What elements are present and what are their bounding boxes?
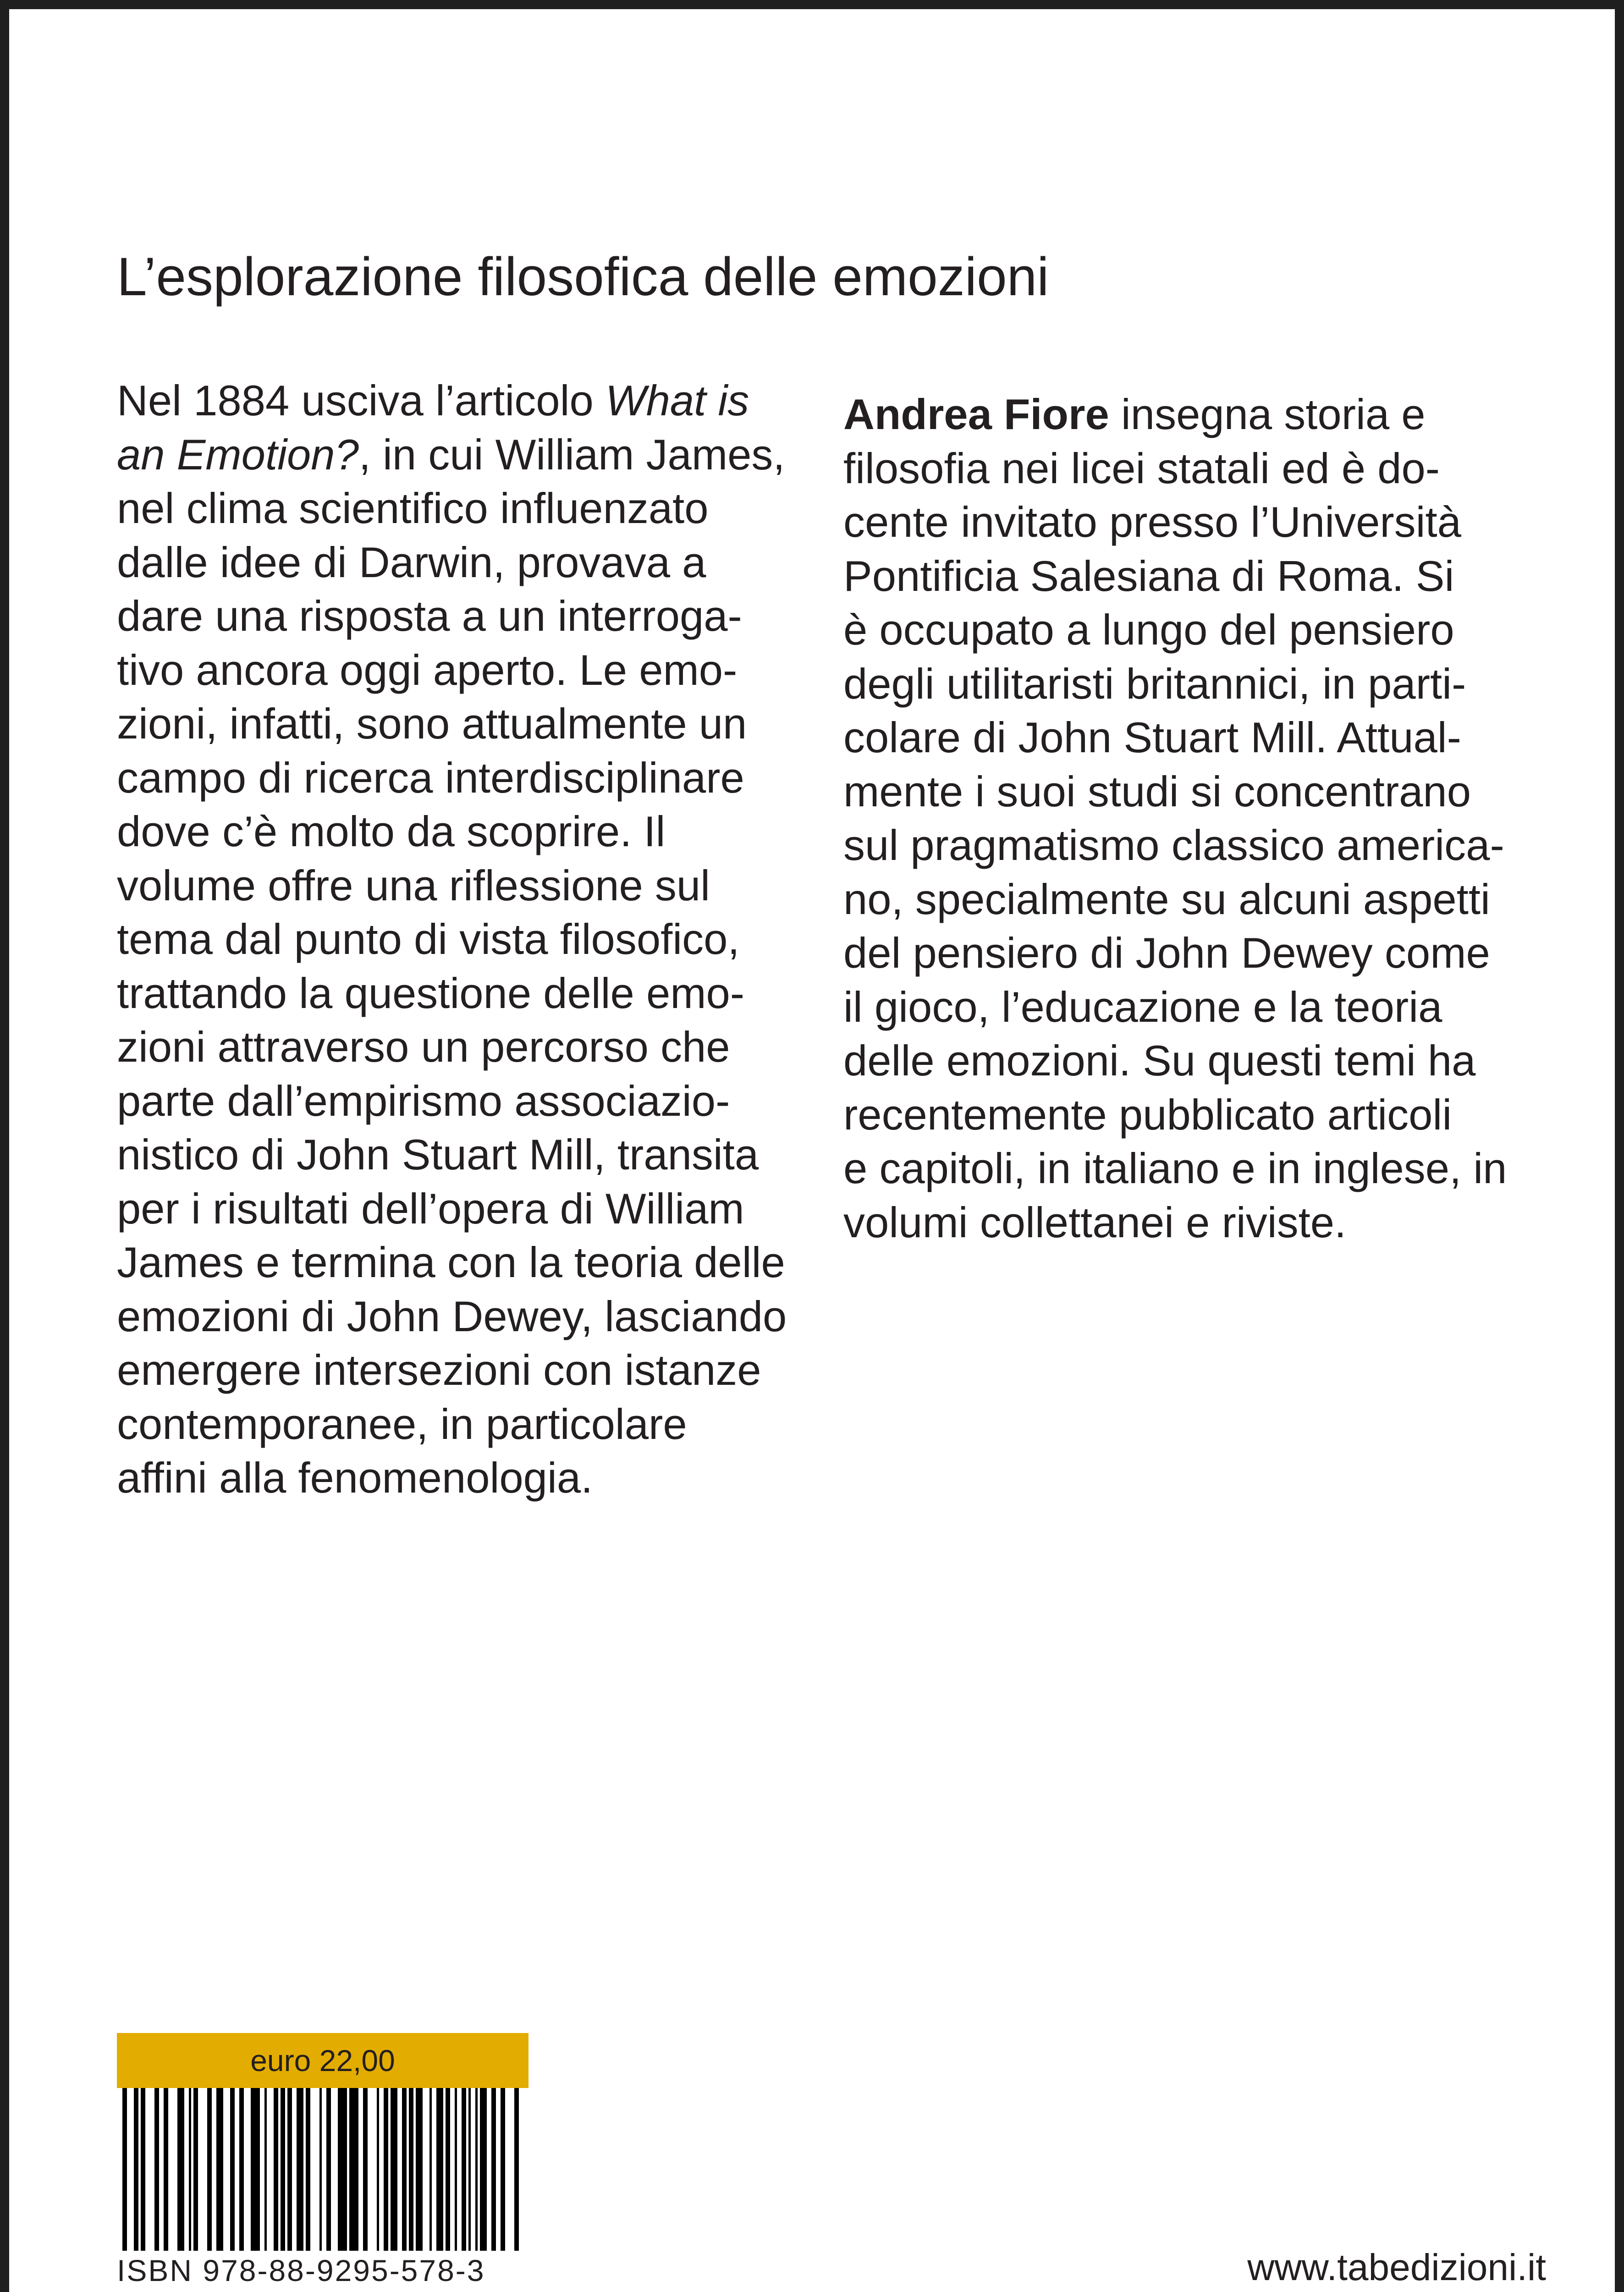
text-segment: degli utilitaristi britannici, in parti- <box>843 659 1466 708</box>
text-segment: tema dal punto di vista filosofico, <box>117 915 740 963</box>
barcode-bar <box>189 2088 191 2251</box>
barcode-bar <box>216 2088 223 2251</box>
text-segment: parte dall’empirismo associazio- <box>117 1076 730 1125</box>
description-line <box>117 643 814 697</box>
text-segment: , in cui William James, <box>358 430 785 479</box>
description-line <box>117 966 814 1020</box>
text-segment: an Emotion? <box>117 430 359 479</box>
text-segment: zioni attraverso un percorso che <box>117 1023 730 1071</box>
text-segment: nistico di John Stuart Mill, transita <box>117 1130 759 1179</box>
description-line <box>117 374 814 428</box>
publisher-website: www.tabedizioni.it <box>1247 2247 1546 2288</box>
barcode-bar <box>416 2088 423 2251</box>
bio-line <box>843 495 1531 549</box>
text-segment: mente i suoi studi si concentrano <box>843 767 1471 815</box>
barcode-bar <box>436 2088 443 2251</box>
barcode-bar <box>455 2088 457 2251</box>
text-segment: nel clima scientifico influenzato <box>117 484 709 532</box>
barcode-bar <box>297 2088 303 2251</box>
barcode-bar <box>363 2088 368 2251</box>
barcode-bar <box>402 2088 407 2251</box>
description-line <box>117 481 814 535</box>
barcode-bar <box>319 2088 322 2251</box>
barcode-bar <box>338 2088 347 2251</box>
barcode-bar <box>134 2088 138 2251</box>
barcode-bar <box>264 2088 267 2251</box>
text-segment: volume offre una riflessione sul <box>117 861 710 909</box>
text-segment: contemporanee, in particolare <box>117 1399 687 1448</box>
barcode-bar <box>326 2088 331 2251</box>
text-segment: zioni, infatti, sono attualmente un <box>117 700 747 748</box>
barcode-image <box>117 2088 528 2251</box>
barcode-bar <box>122 2088 127 2251</box>
bio-line <box>843 926 1531 980</box>
bio-line <box>843 1196 1531 1250</box>
price-label: euro 22,00 <box>117 2033 528 2088</box>
bio-line <box>843 980 1531 1034</box>
text-segment: no, specialmente su alcuni aspetti <box>843 875 1490 923</box>
author-name: Andrea Fiore <box>843 390 1109 438</box>
barcode-bar <box>177 2088 184 2251</box>
description-line <box>117 804 814 859</box>
description-line <box>117 1020 814 1074</box>
barcode-bar <box>154 2088 159 2251</box>
text-segment: dare una risposta a un interroga- <box>117 592 742 640</box>
barcode-bar <box>274 2088 278 2251</box>
barcode-bar <box>230 2088 235 2251</box>
barcode-bar <box>409 2088 413 2251</box>
text-segment: il gioco, l’educazione e la teoria <box>843 982 1442 1031</box>
bio-line <box>843 603 1531 657</box>
bio-line <box>843 1034 1531 1088</box>
barcode-bar <box>384 2088 388 2251</box>
bio-line <box>843 711 1531 765</box>
barcode-bar <box>446 2088 450 2251</box>
barcode-bar <box>429 2088 432 2251</box>
text-segment: delle emozioni. Su questi temi ha <box>843 1036 1476 1085</box>
barcode-bar <box>462 2088 466 2251</box>
text-segment: emergere intersezioni con istanze <box>117 1346 761 1394</box>
barcode-bar <box>193 2088 198 2251</box>
bio-line <box>843 1088 1531 1142</box>
description-line <box>117 697 814 751</box>
barcode-bar <box>480 2088 487 2251</box>
text-segment: è occupato a lungo del pensiero <box>843 606 1454 654</box>
barcode-bar <box>207 2088 212 2251</box>
text-segment: insegna storia e <box>1109 390 1426 438</box>
text-segment: James e termina con la teoria delle <box>117 1238 785 1286</box>
barcode-bar <box>349 2088 358 2251</box>
description-line <box>117 1128 814 1182</box>
description-line <box>117 1289 814 1344</box>
barcode-bar <box>377 2088 379 2251</box>
description-line <box>117 535 814 590</box>
barcode-bar <box>501 2088 505 2251</box>
barcode-bar <box>391 2088 397 2251</box>
text-segment: Pontificia Salesiana di Roma. Si <box>843 551 1454 600</box>
text-segment: dove c’è molto da scoprire. Il <box>117 807 666 855</box>
description-line <box>117 589 814 643</box>
isbn-number: ISBN 978-88-9295-578-3 <box>117 2253 485 2287</box>
text-segment: sul pragmatismo classico america- <box>843 821 1504 869</box>
description-line <box>117 912 814 966</box>
barcode-bar <box>514 2088 519 2251</box>
bio-line <box>843 765 1531 819</box>
text-segment: volumi collettanei e riviste. <box>843 1198 1347 1246</box>
barcode-bar <box>491 2088 496 2251</box>
text-segment: Nel 1884 usciva l’articolo <box>117 376 606 424</box>
description-line <box>117 1451 814 1505</box>
text-segment: campo di ricerca interdisciplinare <box>117 753 744 802</box>
description-line <box>117 1397 814 1451</box>
text-segment: trattando la questione delle emo- <box>117 969 745 1017</box>
text-segment: affini alla fenomenologia. <box>117 1454 593 1502</box>
description-line <box>117 751 814 805</box>
description-line <box>117 1074 814 1128</box>
barcode-bar <box>287 2088 292 2251</box>
description-line <box>117 1182 814 1236</box>
bio-line <box>843 387 1531 441</box>
barcode-bar <box>306 2088 310 2251</box>
barcode-bar <box>475 2088 478 2251</box>
description-line <box>117 1235 814 1289</box>
text-segment: What is <box>605 376 749 424</box>
text-segment: e capitoli, in italiano e in inglese, in <box>843 1144 1507 1192</box>
text-segment: cente invitato presso l’Università <box>843 498 1461 546</box>
text-segment: colare di John Stuart Mill. Attual- <box>843 713 1461 761</box>
barcode-bar <box>239 2088 244 2251</box>
text-segment: tivo ancora oggi aperto. Le emo- <box>117 645 738 694</box>
bio-line <box>843 549 1531 603</box>
barcode-bar <box>141 2088 145 2251</box>
description-line <box>117 428 814 482</box>
book-title: L’esplorazione filosofica delle emozioni <box>117 247 1049 307</box>
barcode-bar <box>468 2088 471 2251</box>
bio-line <box>843 1141 1531 1196</box>
description-line <box>117 1343 814 1397</box>
book-description <box>117 374 814 1505</box>
barcode-bar <box>164 2088 168 2251</box>
bio-line <box>843 441 1531 496</box>
text-segment: del pensiero di John Dewey come <box>843 929 1490 977</box>
bio-line <box>843 657 1531 711</box>
text-segment: recentemente pubblicato articoli <box>843 1090 1452 1139</box>
barcode-bar <box>251 2088 260 2251</box>
barcode-bar <box>281 2088 285 2251</box>
text-segment: emozioni di John Dewey, lasciando <box>117 1292 787 1340</box>
bio-line <box>843 818 1531 872</box>
text-segment: dalle idee di Darwin, provava a <box>117 538 706 586</box>
description-line <box>117 859 814 913</box>
text-segment: filosofia nei licei statali ed è do- <box>843 444 1440 492</box>
author-bio <box>843 387 1531 1249</box>
text-segment: per i risultati dell’opera di William <box>117 1184 744 1233</box>
bio-line <box>843 872 1531 926</box>
